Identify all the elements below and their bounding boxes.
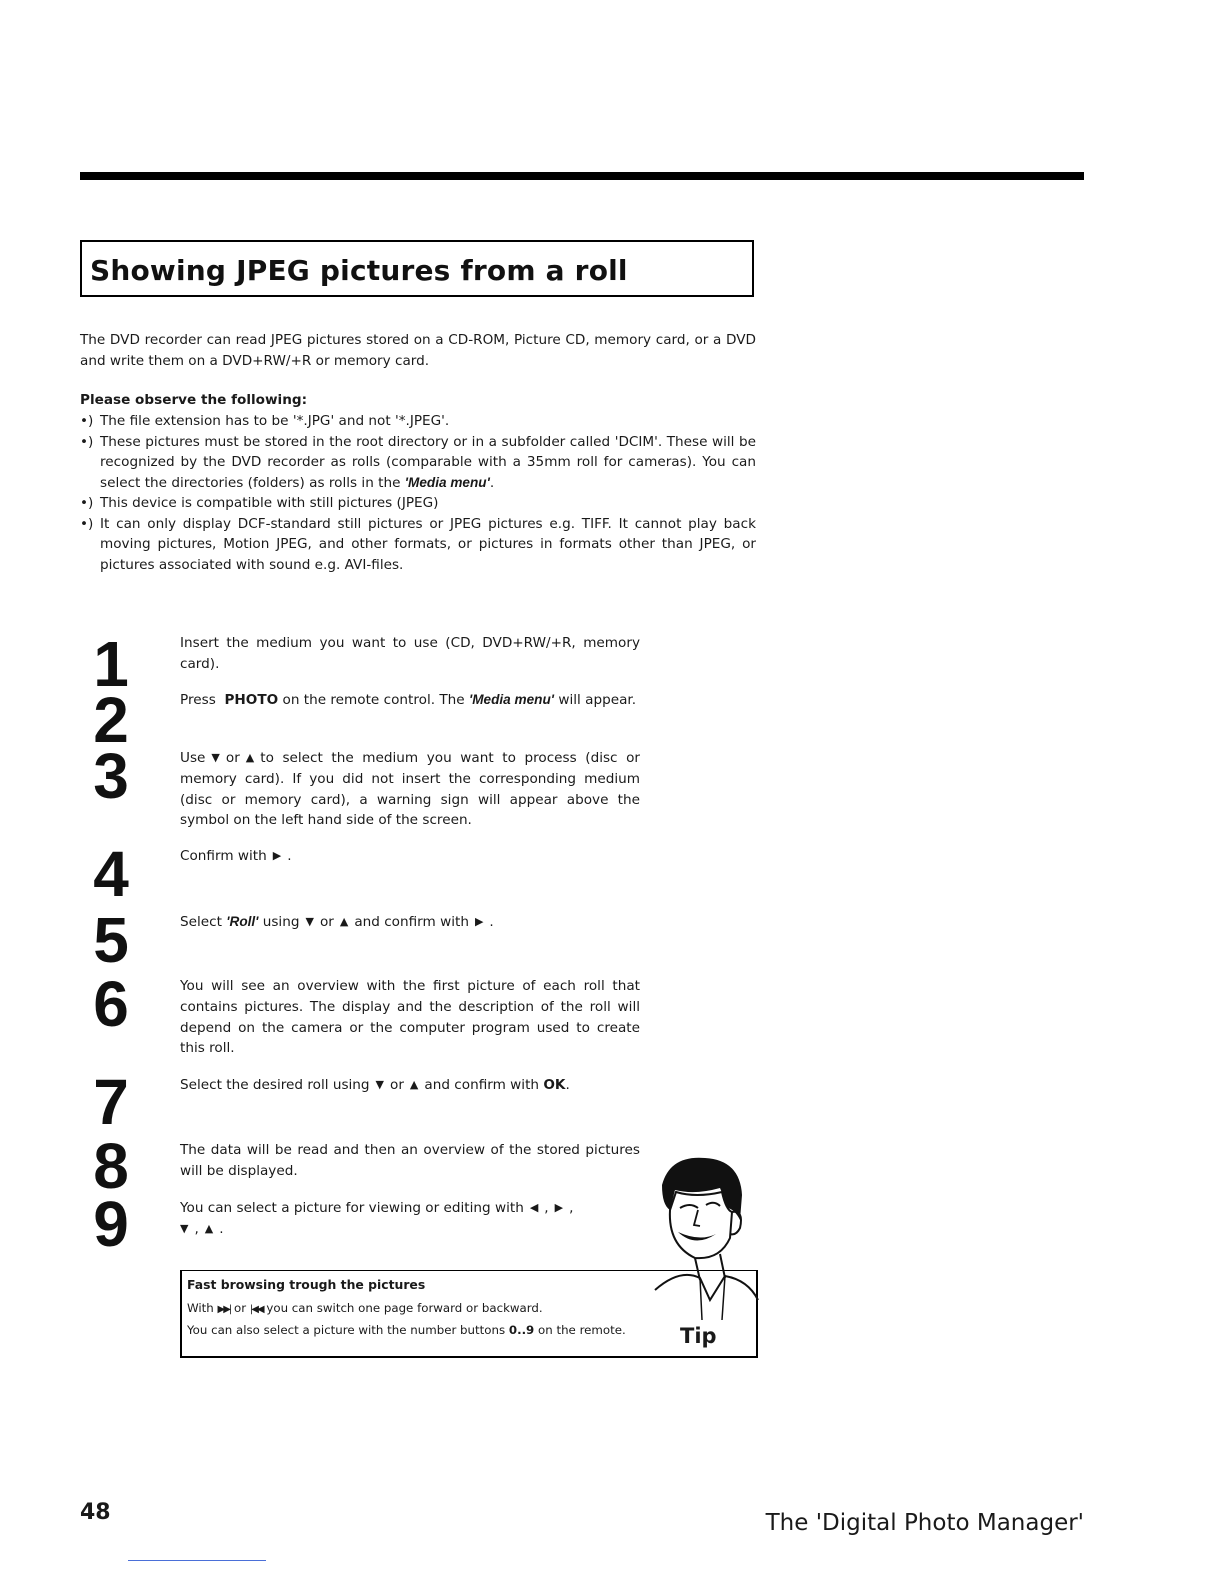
- observe-heading: Please observe the following:: [80, 392, 308, 408]
- observe-item: [80, 411, 756, 432]
- triangle-up-icon: ▲: [409, 1078, 419, 1091]
- tip-line2-post: on the remote.: [538, 1323, 626, 1337]
- skip-previous-icon: |◀◀: [249, 1304, 263, 1315]
- step-2-pre: Press: [180, 692, 216, 708]
- footer-section-title: The 'Digital Photo Manager': [765, 1510, 1084, 1536]
- number-keys: 0..9: [508, 1323, 535, 1337]
- triangle-down-icon: ▼: [180, 1221, 189, 1235]
- bullet: •): [80, 413, 94, 429]
- observe-item-text: It can only display DCF-standard still pictures or JPEG pictures e.g. TIFF. It cannot play back moving pictures, Motion JPEG, and other formats, or pictures in formats other than JPEG, or pictures associated with sound e.g. AVI-files.: [100, 515, 756, 573]
- step-7-pre: Select the desired roll using: [180, 1077, 370, 1093]
- step-text-8: The data will be read and then an overview of the stored pictures will be displayed.: [180, 1142, 640, 1179]
- step-text-6: You will see an overview with the first picture of each roll that contains pictures. The display and the description of the roll will depend on the camera or the computer program used to create this roll.: [180, 978, 640, 1057]
- step-5-and: and confirm with: [354, 914, 469, 930]
- step-number-2: 2: [93, 684, 129, 756]
- step-text-2: [180, 690, 640, 711]
- bullet: •): [80, 495, 94, 511]
- step-number-1: 1: [93, 628, 129, 700]
- photo-key: PHOTO: [224, 692, 279, 708]
- tip-line1-or: or: [234, 1301, 247, 1315]
- observe-list: [80, 411, 756, 575]
- observe-item: [80, 432, 756, 494]
- bullet: •): [80, 515, 94, 532]
- media-menu-ref: 'Media menu': [404, 474, 490, 490]
- tip-line1-pre: With: [187, 1301, 214, 1315]
- title-box: [80, 240, 754, 297]
- tip-label: Tip: [680, 1324, 717, 1348]
- step-text-4: [180, 846, 640, 867]
- step-text-9: [180, 1198, 640, 1240]
- step-text-5: [180, 912, 640, 933]
- tip-cartoon-face-icon: [640, 1150, 760, 1325]
- punct: .: [489, 474, 495, 491]
- triangle-up-icon: ▲: [245, 751, 255, 764]
- step-5-post: .: [489, 914, 494, 930]
- step-9-pre: You can select a picture for viewing or editing with: [180, 1200, 524, 1216]
- triangle-up-icon: ▲: [339, 915, 349, 928]
- step-number-4: 4: [93, 838, 129, 910]
- step-text-7: [180, 1075, 640, 1096]
- page-title: Showing JPEG pictures from a roll: [90, 254, 628, 287]
- step-4-pre: Confirm with: [180, 848, 267, 864]
- step-number-3: 3: [93, 740, 129, 812]
- roll-item-ref: 'Roll': [226, 914, 259, 929]
- observe-item-text: This device is compatible with still pictures (JPEG): [100, 495, 439, 511]
- step-2-mid: on the remote control. The: [282, 692, 465, 708]
- step-7-post: .: [565, 1077, 570, 1093]
- step-5-mid: using: [262, 914, 300, 930]
- triangle-up-icon: ▲: [204, 1221, 214, 1235]
- step-text-1: Insert the medium you want to use (CD, DVD+RW/+R, memory card).: [180, 635, 640, 672]
- triangle-right-icon: ▶: [272, 849, 282, 862]
- media-menu-ref: 'Media menu': [468, 692, 555, 707]
- triangle-right-icon: ▶: [554, 1201, 564, 1214]
- step-9-post: .: [219, 1220, 224, 1237]
- triangle-left-icon: ◀: [529, 1201, 539, 1214]
- step-7-or: or: [390, 1077, 404, 1093]
- step-number-7: 7: [93, 1066, 129, 1138]
- step-5-pre: Select: [180, 914, 222, 930]
- step-number-5: 5: [93, 904, 129, 976]
- link-underline: [128, 1560, 266, 1561]
- observe-item-text: These pictures must be stored in the root directory or in a subfolder called 'DCIM'. These will be recognized by the DVD recorder as rolls (comparable with a 35mm roll for cameras). You can select the directories (folders) as rolls in the: [100, 433, 756, 491]
- step-3-post: to select the medium you want to process (disc or memory card). If you did not insert the corresponding medium (disc or memory card), a warning sign will appear above the symbol on the left hand side of the screen.: [180, 750, 640, 829]
- tip-line-2: [187, 1321, 642, 1340]
- intro: [80, 330, 756, 371]
- step-2-post: will appear.: [558, 692, 637, 708]
- step-text-3: [180, 748, 640, 831]
- sep: ,: [569, 1200, 574, 1216]
- triangle-down-icon: ▼: [375, 1078, 385, 1091]
- observe-item-text: The file extension has to be '*.JPG' and not '*.JPEG'.: [100, 413, 450, 429]
- tip-line1-post: you can switch one page forward or backward.: [266, 1301, 543, 1315]
- triangle-down-icon: ▼: [211, 751, 220, 764]
- step-7-and: and confirm with: [424, 1077, 540, 1093]
- bullet: •): [80, 433, 94, 450]
- step-5-or: or: [319, 914, 334, 930]
- observe-item: [80, 493, 756, 514]
- step-number-8: 8: [93, 1130, 129, 1202]
- sep: ,: [544, 1200, 549, 1216]
- tip-line2-pre: You can also select a picture with the number buttons: [187, 1323, 506, 1337]
- step-number-6: 6: [93, 968, 129, 1040]
- tip-heading: Fast browsing trough the pictures: [187, 1277, 426, 1292]
- step-3-pre: Use: [180, 750, 206, 766]
- intro-text: The DVD recorder can read JPEG pictures stored on a CD-ROM, Picture CD, memory card, or a DVD and write them on a DVD+RW/+R or memory card.: [80, 332, 756, 369]
- top-rule: [80, 172, 1084, 180]
- tip-line-1: [187, 1301, 637, 1315]
- page-number: 48: [80, 1500, 111, 1525]
- step-3-mid: or: [225, 750, 240, 766]
- step-4-post: .: [287, 848, 292, 864]
- triangle-down-icon: ▼: [305, 915, 314, 928]
- triangle-right-icon: ▶: [474, 915, 484, 928]
- skip-next-icon: ▶▶|: [217, 1304, 231, 1315]
- observe-item: [80, 514, 756, 576]
- sep: ,: [194, 1220, 199, 1237]
- ok-key: OK: [543, 1077, 566, 1093]
- step-number-9: 9: [93, 1188, 129, 1260]
